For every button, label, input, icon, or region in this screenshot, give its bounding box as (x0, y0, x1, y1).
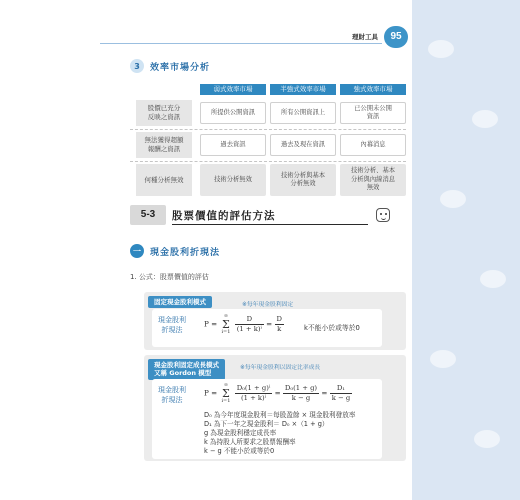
table-cell: 已公開未公開 資訊 (340, 102, 406, 124)
table-cell: 所提供公開資訊 (200, 102, 266, 124)
summation-symbol (221, 383, 230, 404)
section-title: 效率市場分析 (150, 62, 211, 73)
formula-note: ※每年現金股利固定 (242, 302, 294, 308)
table-cell: 所有公開資訊上 (270, 102, 336, 124)
fraction-denominator: k (277, 324, 282, 333)
row-label-invalid-analysis: 何種分析無效 (136, 164, 192, 196)
fraction-denominator: (1 + k)ⁱ (236, 324, 262, 333)
table-cell: 過去資訊 (200, 134, 266, 156)
sum-upper: ∞ (223, 313, 229, 319)
row-label-reflected-info: 股價已充分 反映之資訊 (136, 100, 192, 126)
table-cell: 技術分析、基本 分析與內線消息 無效 (340, 164, 406, 196)
subsection-title: 現金股利折現法 (150, 247, 221, 258)
table-cell: 過去及現在資訊 (270, 134, 336, 156)
formula-tag: 現金股利固定成長模式 又稱 Gordon 模型 (148, 359, 225, 380)
formula-label: 現金股利 折現法 (158, 316, 186, 335)
formula-expression (204, 314, 284, 335)
formula-panel (152, 379, 382, 459)
definition-line: D₀ 為今年度現金股利＝每股盈餘 × 現金股利發放率 (204, 411, 356, 419)
sum-lower: i=1 (221, 397, 231, 404)
table-header-strong: 強式效率市場 (340, 84, 406, 95)
formula-condition: k不能小於或等於0 (304, 324, 360, 332)
formula-box-constant-dividend (144, 292, 406, 350)
equals-sign: = (321, 388, 328, 398)
running-header-title: 理財工具 (352, 33, 378, 41)
definition-line: k − g 不能小於或等於0 (204, 447, 275, 455)
chapter-title: 股票價值的評估方法 (172, 210, 276, 222)
formula-panel (152, 309, 382, 347)
table-cell: 技術分析與基本 分析無效 (270, 164, 336, 196)
subsection-number-icon: 一 (130, 244, 144, 258)
table-header-semi-strong: 半強式效率市場 (270, 84, 336, 95)
fraction-numerator: D₀(1 + g) (284, 384, 318, 393)
fraction-numerator: D₁ (330, 384, 353, 393)
subsection-heading (130, 243, 220, 259)
formula-label: 現金股利 折現法 (158, 386, 186, 405)
section-number-icon: 3 (130, 59, 144, 73)
fraction-denominator: k − g (331, 393, 351, 402)
definition-line: k 為持股人所要求之股票報酬率 (204, 438, 296, 446)
section-heading (130, 58, 210, 74)
fraction-denominator: k − g (291, 393, 311, 402)
definition-line: D₁ 為下一年之現金股利＝ D₀ ×（1 + g） (204, 420, 329, 428)
fraction (235, 384, 273, 402)
sigma-icon: Σ (222, 317, 230, 331)
table-cell: 技術分析無效 (200, 164, 266, 196)
list-item-formula-intro: 1. 公式：股票價值的評估 (130, 273, 209, 281)
formula-note: ※每年現金股利以固定比率成長 (240, 365, 321, 371)
row-divider (130, 161, 406, 162)
row-divider (130, 129, 406, 130)
book-page (100, 0, 412, 500)
summation-symbol (221, 314, 230, 335)
table-header-weak: 弱式效率市場 (200, 84, 266, 95)
formula-tag: 固定現金股利模式 (148, 296, 212, 308)
decorative-side-band (410, 0, 520, 500)
sigma-icon: Σ (222, 386, 230, 400)
definition-line: g 為現金股利穩定成長率 (204, 429, 277, 437)
fraction-numerator: D (276, 315, 282, 324)
fraction (330, 384, 353, 402)
equals-sign: = (274, 388, 281, 398)
page-number: 95 (384, 26, 408, 48)
chapter-number: 5-3 (130, 205, 166, 225)
header-divider (100, 43, 382, 44)
fraction-denominator: (1 + k)ⁱ (240, 393, 267, 402)
sum-lower: i=1 (221, 328, 231, 335)
mascot-icon (376, 208, 390, 222)
fraction (283, 384, 319, 402)
fraction (275, 315, 284, 333)
formula-lhs: P = (204, 319, 218, 329)
page-header (100, 26, 412, 48)
fraction-numerator: D (235, 315, 264, 324)
fraction-numerator: D₀(1 + g)ⁱ (236, 384, 271, 393)
equals-sign: = (266, 319, 273, 329)
formula-lhs: P = (204, 388, 218, 398)
sum-upper: ∞ (223, 382, 229, 388)
chapter-banner (130, 205, 390, 225)
formula-expression (204, 383, 352, 404)
chapter-underline (172, 224, 368, 225)
row-label-no-excess-return: 無法獲得超額 報酬之資訊 (136, 132, 192, 158)
table-cell: 內幕消息 (340, 134, 406, 156)
formula-box-gordon-model (144, 355, 406, 461)
fraction (235, 315, 264, 333)
